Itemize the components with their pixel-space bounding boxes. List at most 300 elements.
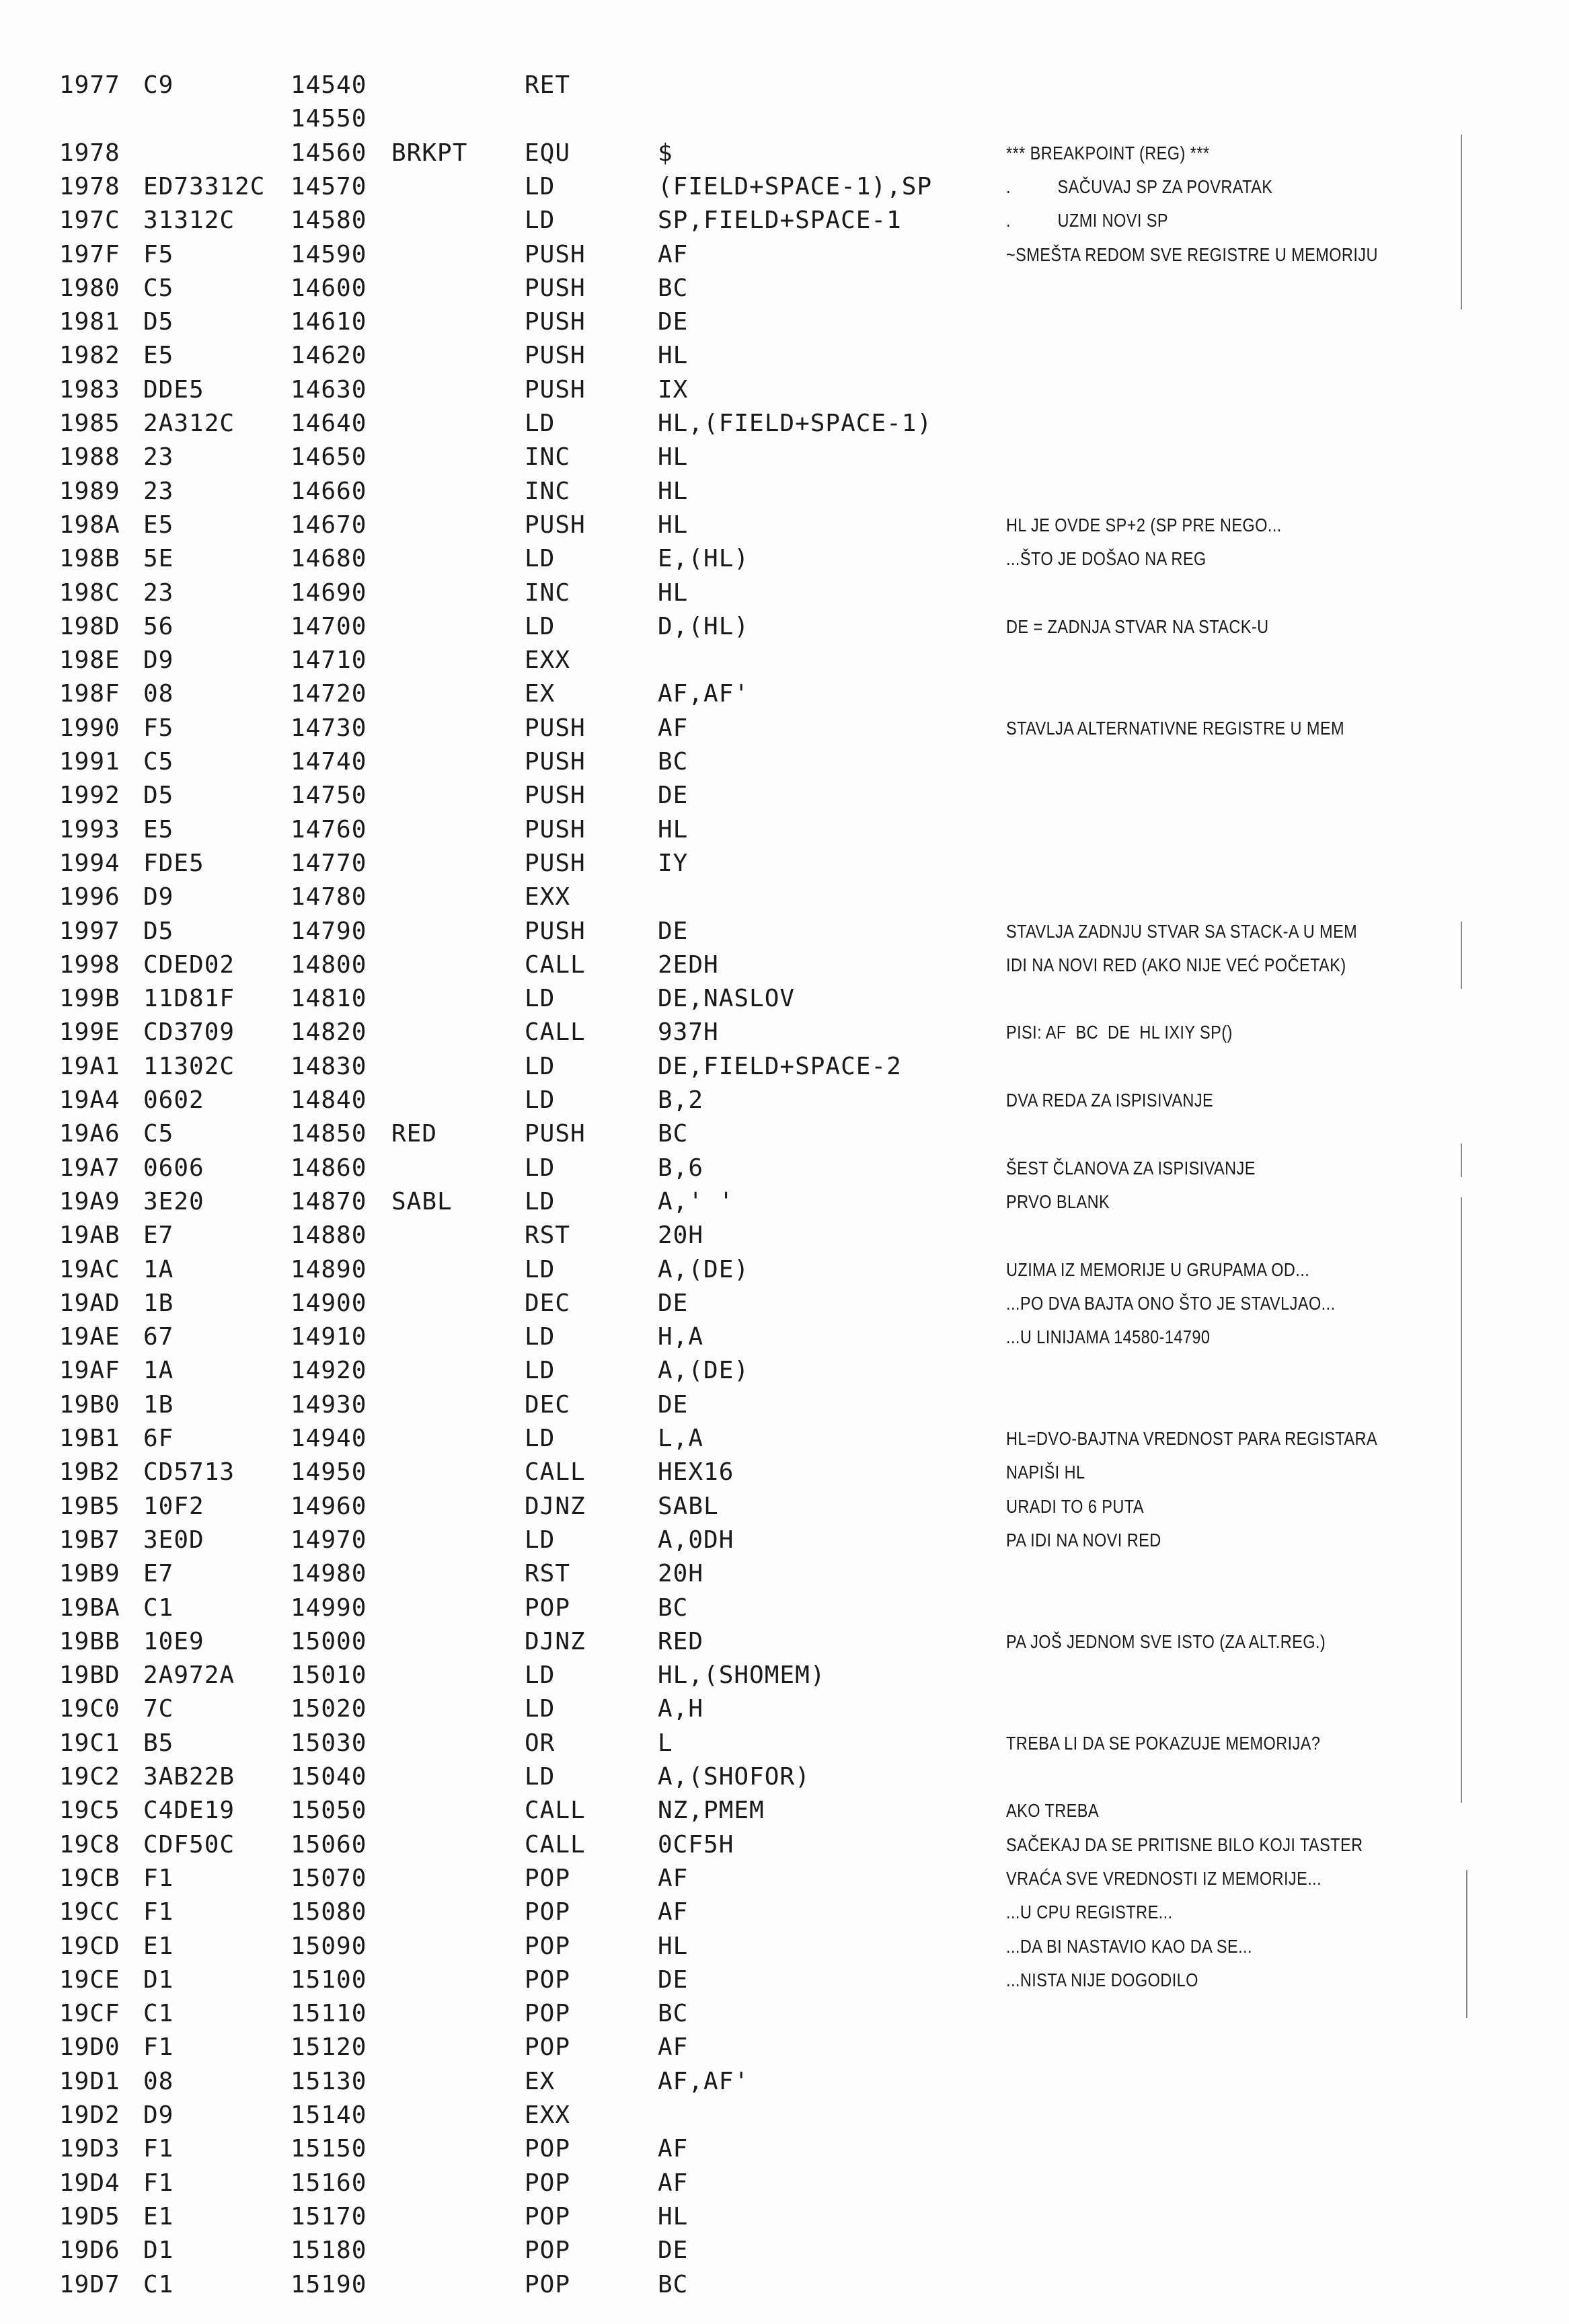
listing-row [0, 1557, 1569, 1591]
listing-row [0, 1185, 1569, 1219]
address: 1985 [59, 410, 120, 437]
operand: DE [658, 1390, 689, 1419]
operand: HL [658, 443, 689, 472]
mnemonic: LD [525, 1526, 556, 1554]
mnemonic: DEC [525, 1390, 571, 1419]
comment: ...ŠTO JE DOŠAO NA REG [1006, 548, 1207, 570]
comment: TREBA LI DA SE POKAZUJE MEMORIJA? [1006, 1732, 1321, 1754]
mnemonic: POP [525, 1594, 571, 1622]
operand: L [658, 1729, 673, 1757]
operand: DE [658, 2237, 689, 2265]
machine-code: 23 [143, 443, 174, 472]
address: 198B [59, 545, 120, 573]
listing-row [0, 982, 1569, 1016]
address: 19B5 [59, 1492, 120, 1520]
comment: DE = ZADNJA STVAR NA STACK-U [1006, 615, 1269, 637]
mnemonic: PUSH [525, 342, 586, 370]
machine-code: F1 [143, 2135, 174, 2163]
mnemonic: POP [525, 2202, 571, 2231]
line-number: 14780 [291, 883, 367, 911]
machine-code: D5 [143, 782, 174, 810]
listing-row [0, 880, 1569, 914]
listing-row [0, 2065, 1569, 2099]
machine-code: 3AB22B [143, 1763, 235, 1791]
mnemonic: LD [525, 1086, 556, 1114]
listing-row [0, 1152, 1569, 1185]
listing-row [0, 1997, 1569, 2031]
address: 19C8 [59, 1830, 120, 1859]
listing-row [0, 813, 1569, 847]
address: 1981 [59, 308, 120, 336]
line-number: 14860 [291, 1154, 367, 1182]
comment: URADI TO 6 PUTA [1006, 1495, 1144, 1517]
address: 198F [59, 680, 120, 708]
mnemonic: LD [525, 545, 556, 573]
mnemonic: EXX [525, 646, 571, 675]
mnemonic: PUSH [525, 1120, 586, 1148]
listing-row [0, 1692, 1569, 1726]
mnemonic: DJNZ [525, 1492, 586, 1520]
mnemonic: PUSH [525, 849, 586, 877]
machine-code: 67 [143, 1323, 174, 1351]
line-number: 14820 [291, 1018, 367, 1047]
mnemonic: PUSH [525, 714, 586, 742]
listing-row [0, 1422, 1569, 1456]
mnemonic: LD [525, 1187, 556, 1215]
mnemonic: EX [525, 680, 556, 708]
line-number: 14930 [291, 1390, 367, 1419]
line-number: 15080 [291, 1898, 367, 1926]
comment: AKO TREBA [1006, 1800, 1099, 1822]
line-number: 14850 [291, 1120, 367, 1148]
machine-code: 10E9 [143, 1627, 204, 1655]
line-number: 14890 [291, 1255, 367, 1283]
machine-code: 1B [143, 1289, 174, 1317]
listing-row [0, 542, 1569, 576]
address: 19B0 [59, 1390, 120, 1419]
operand: 2EDH [658, 950, 719, 979]
machine-code: 10F2 [143, 1492, 204, 1520]
operand: A,' ' [658, 1187, 734, 1215]
listing-row [0, 2132, 1569, 2166]
machine-code: CD3709 [143, 1018, 235, 1047]
machine-code: 08 [143, 2067, 174, 2095]
listing-row [0, 1388, 1569, 1422]
listing-row [0, 1760, 1569, 1794]
mnemonic: LD [525, 1695, 556, 1723]
operand: DE,FIELD+SPACE-2 [658, 1052, 902, 1080]
mnemonic: OR [525, 1729, 556, 1757]
line-number: 14950 [291, 1458, 367, 1487]
address: 19C5 [59, 1797, 120, 1825]
line-number: 15130 [291, 2067, 367, 2095]
line-number: 15180 [291, 2237, 367, 2265]
machine-code: 11D81F [143, 985, 235, 1013]
mnemonic: POP [525, 1898, 571, 1926]
mnemonic: INC [525, 443, 571, 472]
listing-row [0, 1016, 1569, 1049]
address: 19BB [59, 1627, 120, 1655]
address: 1992 [59, 782, 120, 810]
listing-row [0, 1625, 1569, 1659]
operand: HL,(FIELD+SPACE-1) [658, 410, 933, 437]
machine-code: 1A [143, 1357, 174, 1385]
mnemonic: LD [525, 1763, 556, 1791]
machine-code: C5 [143, 1120, 174, 1148]
machine-code: B5 [143, 1729, 174, 1757]
mnemonic: PUSH [525, 917, 586, 945]
line-number: 15000 [291, 1627, 367, 1655]
operand: SABL [658, 1492, 719, 1520]
line-number: 14700 [291, 612, 367, 640]
line-number: 14960 [291, 1492, 367, 1520]
line-number: 14670 [291, 511, 367, 539]
machine-code: C4DE19 [143, 1797, 235, 1825]
machine-code: C9 [143, 71, 174, 99]
line-number: 15170 [291, 2202, 367, 2231]
listing-row [0, 779, 1569, 813]
operand: BC [658, 1120, 689, 1148]
listing-row [0, 69, 1569, 102]
address: 19B7 [59, 1526, 120, 1554]
operand: DE [658, 1289, 689, 1317]
listing-row [0, 1524, 1569, 1557]
operand: AF [658, 1898, 689, 1926]
listing-row [0, 576, 1569, 610]
line-number: 14880 [291, 1222, 367, 1250]
line-number: 14980 [291, 1560, 367, 1588]
operand: DE,NASLOV [658, 985, 796, 1013]
line-number: 15070 [291, 1864, 367, 1892]
operand: A,(DE) [658, 1357, 750, 1385]
mnemonic: LD [525, 172, 556, 200]
listing-row [0, 1050, 1569, 1084]
line-number: 14650 [291, 443, 367, 472]
operand: B,6 [658, 1154, 704, 1182]
machine-code: 11302C [143, 1052, 235, 1080]
operand: A,(SHOFOR) [658, 1763, 810, 1791]
address: 19AD [59, 1289, 120, 1317]
mnemonic: POP [525, 2169, 571, 2197]
comment-margin-rule [1461, 135, 1462, 309]
listing-row [0, 948, 1569, 982]
machine-code: F1 [143, 1898, 174, 1926]
mnemonic: LD [525, 207, 556, 235]
mnemonic: INC [525, 477, 571, 505]
address: 19AB [59, 1222, 120, 1250]
mnemonic: INC [525, 578, 571, 607]
listing-row [0, 272, 1569, 305]
comment: IDI NA NOVI RED (AKO NIJE VEĆ POČETAK) [1006, 954, 1346, 975]
listing-row [0, 441, 1569, 474]
comment: . UZMI NOVI SP [1006, 210, 1168, 231]
mnemonic: LD [525, 1052, 556, 1080]
mnemonic: PUSH [525, 240, 586, 268]
line-number: 14540 [291, 71, 367, 99]
listing-row [0, 712, 1569, 745]
operand: 20H [658, 1560, 704, 1588]
line-number: 15190 [291, 2270, 367, 2298]
mnemonic: POP [525, 1864, 571, 1892]
address: 19C0 [59, 1695, 120, 1723]
operand: AF [658, 714, 689, 742]
operand: A,(DE) [658, 1255, 750, 1283]
machine-code: C1 [143, 1594, 174, 1622]
address: 19D2 [59, 2101, 120, 2129]
mnemonic: LD [525, 1323, 556, 1351]
address: 19CE [59, 1965, 120, 1994]
operand: HL [658, 511, 689, 539]
mnemonic: PUSH [525, 511, 586, 539]
machine-code: 2A312C [143, 410, 235, 437]
mnemonic: PUSH [525, 815, 586, 844]
listing-row [0, 102, 1569, 136]
comment: PRVO BLANK [1006, 1191, 1110, 1212]
line-number: 14760 [291, 815, 367, 844]
address: 19CB [59, 1864, 120, 1892]
listing-row [0, 2268, 1569, 2302]
listing-row [0, 1490, 1569, 1524]
listing-row [0, 1659, 1569, 1692]
listing-row [0, 1828, 1569, 1862]
mnemonic: CALL [525, 1018, 586, 1047]
operand: DE [658, 1965, 689, 1994]
machine-code: CDED02 [143, 950, 235, 979]
mnemonic: PUSH [525, 274, 586, 302]
address: 197C [59, 207, 120, 235]
operand: AF,AF' [658, 680, 750, 708]
address: 1993 [59, 815, 120, 844]
operand: HL [658, 1932, 689, 1960]
line-number: 14970 [291, 1526, 367, 1554]
listing-row [0, 238, 1569, 272]
address: 19AE [59, 1323, 120, 1351]
operand: AF,AF' [658, 2067, 750, 2095]
machine-code: CDF50C [143, 1830, 235, 1859]
machine-code: 3E0D [143, 1526, 204, 1554]
line-number: 14550 [291, 105, 367, 133]
comment-margin-rule [1461, 1144, 1462, 1177]
listing-row [0, 2031, 1569, 2064]
line-number: 15110 [291, 2000, 367, 2028]
operand: BC [658, 274, 689, 302]
mnemonic: POP [525, 2000, 571, 2028]
comment-margin-rule [1461, 922, 1462, 989]
address: 19AF [59, 1357, 120, 1385]
address: 198E [59, 646, 120, 675]
line-number: 15160 [291, 2169, 367, 2197]
operand: RED [658, 1627, 704, 1655]
listing-row [0, 2099, 1569, 2132]
mnemonic: LD [525, 1154, 556, 1182]
operand: $ [658, 139, 673, 167]
machine-code: 2A972A [143, 1661, 235, 1690]
address: 19B1 [59, 1425, 120, 1452]
address: 198A [59, 511, 120, 539]
address: 19A1 [59, 1052, 120, 1080]
operand: 937H [658, 1018, 719, 1047]
listing-row [0, 1930, 1569, 1963]
line-number: 14570 [291, 172, 367, 200]
operand: BC [658, 2000, 689, 2028]
mnemonic: PUSH [525, 375, 586, 404]
line-number: 14800 [291, 950, 367, 979]
mnemonic: LD [525, 1255, 556, 1283]
machine-code: C5 [143, 274, 174, 302]
operand: HEX16 [658, 1458, 734, 1487]
address: 19CD [59, 1932, 120, 1960]
address: 198D [59, 612, 120, 640]
operand: L,A [658, 1425, 704, 1452]
line-number: 14940 [291, 1425, 367, 1452]
operand: AF [658, 2033, 689, 2062]
listing-row [0, 677, 1569, 711]
listing-row [0, 1219, 1569, 1252]
operand: AF [658, 2169, 689, 2197]
listing-row [0, 847, 1569, 880]
machine-code: D9 [143, 646, 174, 675]
mnemonic: LD [525, 985, 556, 1013]
line-number: 14600 [291, 274, 367, 302]
mnemonic: LD [525, 410, 556, 437]
line-number: 15150 [291, 2135, 367, 2163]
mnemonic: CALL [525, 1830, 586, 1859]
address: 19BA [59, 1594, 120, 1622]
machine-code: E7 [143, 1222, 174, 1250]
machine-code: D1 [143, 2237, 174, 2265]
operand: BC [658, 2270, 689, 2298]
machine-code: 7C [143, 1695, 174, 1723]
listing-row [0, 2167, 1569, 2200]
comment: SAČEKAJ DA SE PRITISNE BILO KOJI TASTER [1006, 1834, 1363, 1855]
comment: DVA REDA ZA ISPISIVANJE [1006, 1090, 1214, 1111]
mnemonic: PUSH [525, 748, 586, 776]
line-number: 14990 [291, 1594, 367, 1622]
line-number: 15050 [291, 1797, 367, 1825]
line-number: 15030 [291, 1729, 367, 1757]
address: 1998 [59, 950, 120, 979]
address: 1980 [59, 274, 120, 302]
listing-row [0, 1287, 1569, 1320]
machine-code: 0602 [143, 1086, 204, 1114]
line-number: 14710 [291, 646, 367, 675]
comment: ...U LINIJAMA 14580-14790 [1006, 1326, 1211, 1348]
address: 19A7 [59, 1154, 120, 1182]
operand: BC [658, 748, 689, 776]
listing-row [0, 305, 1569, 339]
mnemonic: DJNZ [525, 1627, 586, 1655]
mnemonic: POP [525, 2033, 571, 2062]
mnemonic: RET [525, 71, 571, 99]
machine-code: F1 [143, 2033, 174, 2062]
operand: 20H [658, 1222, 704, 1250]
machine-code: 23 [143, 578, 174, 607]
mnemonic: EXX [525, 883, 571, 911]
address: 19D4 [59, 2169, 120, 2197]
listing-row [0, 1727, 1569, 1760]
mnemonic: PUSH [525, 782, 586, 810]
label: BRKPT [391, 139, 468, 167]
operand: AF [658, 2135, 689, 2163]
address: 1997 [59, 917, 120, 945]
listing-row [0, 1591, 1569, 1625]
machine-code: 5E [143, 545, 174, 573]
address: 19D1 [59, 2067, 120, 2095]
address: 19D0 [59, 2033, 120, 2062]
line-number: 14870 [291, 1187, 367, 1215]
line-number: 14680 [291, 545, 367, 573]
mnemonic: RST [525, 1222, 571, 1250]
listing-row [0, 1896, 1569, 1929]
listing-row [0, 1117, 1569, 1151]
address: 19D7 [59, 2270, 120, 2298]
line-number: 14830 [291, 1052, 367, 1080]
address: 19AC [59, 1255, 120, 1283]
address: 1978 [59, 139, 120, 167]
machine-code: DDE5 [143, 375, 204, 404]
line-number: 14750 [291, 782, 367, 810]
comment: PISI: AF BC DE HL IXIY SP() [1006, 1022, 1233, 1043]
line-number: 14810 [291, 985, 367, 1013]
line-number: 14900 [291, 1289, 367, 1317]
operand: IY [658, 849, 689, 877]
line-number: 14620 [291, 342, 367, 370]
operand: AF [658, 240, 689, 268]
machine-code: E1 [143, 2202, 174, 2231]
machine-code: E5 [143, 342, 174, 370]
machine-code: CD5713 [143, 1458, 235, 1487]
address: 19D6 [59, 2237, 120, 2265]
mnemonic: EX [525, 2067, 556, 2095]
line-number: 15040 [291, 1763, 367, 1791]
listing-row [0, 610, 1569, 644]
comment: *** BREAKPOINT (REG) *** [1006, 142, 1210, 163]
comment-margin-rule [1466, 1870, 1467, 2018]
mnemonic: CALL [525, 950, 586, 979]
machine-code: 1B [143, 1390, 174, 1419]
comment: ŠEST ČLANOVA ZA ISPISIVANJE [1006, 1157, 1256, 1178]
operand: E,(HL) [658, 545, 750, 573]
listing-row [0, 509, 1569, 542]
address: 19A4 [59, 1086, 120, 1114]
line-number: 14770 [291, 849, 367, 877]
machine-code: 23 [143, 477, 174, 505]
line-number: 15120 [291, 2033, 367, 2062]
address: 19B2 [59, 1458, 120, 1487]
operand: DE [658, 308, 689, 336]
machine-code: D5 [143, 308, 174, 336]
address: 199B [59, 985, 120, 1013]
line-number: 15020 [291, 1695, 367, 1723]
comment: HL=DVO-BAJTNA VREDNOST PARA REGISTARA [1006, 1428, 1378, 1449]
address: 1977 [59, 71, 120, 99]
line-number: 14840 [291, 1086, 367, 1114]
address: 19D5 [59, 2202, 120, 2231]
listing-row [0, 2200, 1569, 2234]
listing-row [0, 745, 1569, 779]
comment: ...DA BI NASTAVIO KAO DA SE... [1006, 1935, 1252, 1957]
comment: PA JOŠ JEDNOM SVE ISTO (ZA ALT.REG.) [1006, 1630, 1326, 1652]
operand: AF [658, 1864, 689, 1892]
machine-code: 08 [143, 680, 174, 708]
machine-code: D9 [143, 883, 174, 911]
address: 1982 [59, 342, 120, 370]
operand: HL [658, 815, 689, 844]
address: 19A9 [59, 1187, 120, 1215]
machine-code: FDE5 [143, 849, 204, 877]
listing-row [0, 1456, 1569, 1489]
line-number: 14720 [291, 680, 367, 708]
